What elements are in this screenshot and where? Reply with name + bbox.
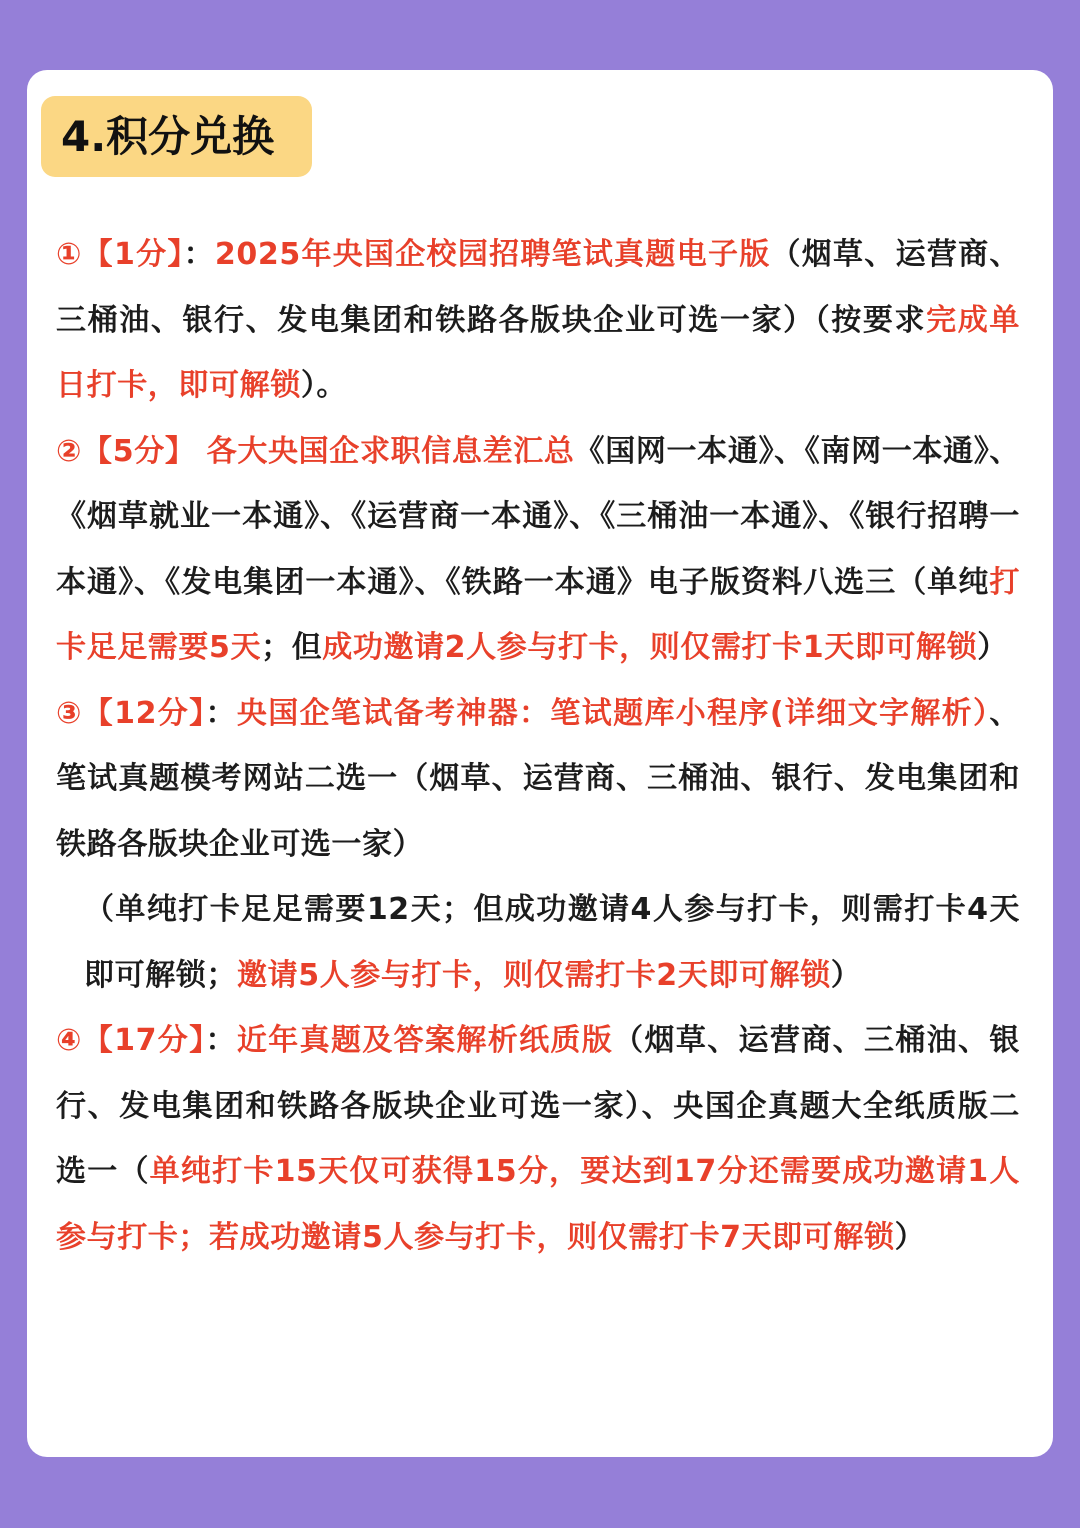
highlight-text: 近年真题及答案解析纸质版 [236,1023,614,1058]
body-text: ） [977,630,1008,665]
body-text: ；但 [261,630,323,665]
reward-item [56,1008,1020,1270]
highlight-text: ①【1分】 [56,237,184,272]
highlight-text: 2025年央国企校园招聘笔试真题电子版 [214,237,771,272]
body-text: ）。 [300,368,348,403]
body-text: ： [205,1023,237,1058]
body-text: ： [183,237,215,272]
body-text: 《国网一本通》、《南网一本通》、《烟草就业一本通》、《运营商一本通》、《三桶油一本通》、《银行招聘一本通》、《发电集团一本通》、《铁路一本通》电子版资料八选三（单纯 [56,433,1020,600]
highlight-text: 邀请5人参与打卡，则仅需打卡2天即可解锁 [237,957,831,993]
reward-item [56,419,1020,681]
body-text: （烟草、运营商、三桶油、银行、发电集团和铁路各版块企业可选一家）、央国企真题大全纸质版二选一（ [56,1023,1020,1189]
body-text: ） [830,957,862,993]
reward-item [56,681,1020,878]
highlight-text: 成功邀请2人参与打卡，则仅需打卡1天即可解锁 [322,630,978,665]
reward-item-note [56,877,1020,1008]
reward-item [56,222,1020,419]
highlight-text: 单纯打卡15天仅可获得15分，要达到17分还需要成功邀请1人参与打卡；若成功邀请5人参与打卡，则仅需打卡7天即可解锁 [56,1154,1020,1255]
body-text: ： [205,695,237,731]
highlight-text: 央国企笔试备考神器：笔试题库小程序(详细文字解析） [236,695,990,731]
highlight-text: ②【5分】 各大央国企求职信息差汇总 [56,433,575,469]
body-text: ） [894,1219,926,1255]
highlight-text: ④【17分】 [56,1023,206,1058]
highlight-text: ③【12分】 [56,695,206,731]
body-text: （烟草、运营商、三桶油、银行、发电集团和铁路各版块企业可选一家）（按要求 [56,237,1020,338]
body-text: （单纯打卡足足需要12天；但成功邀请4人参与打卡，则需打卡4天即可解锁； [84,892,1020,993]
body-text: 、笔试真题模考网站二选一（烟草、运营商、三桶油、银行、发电集团和铁路各版块企业可选一家） [56,695,1020,862]
section-title: 4.积分兑换 [41,96,312,177]
highlight-text: 打卡足足需要5天 [56,564,1020,665]
highlight-text: 完成单日打卡，即可解锁 [56,302,1020,403]
points-exchange-list [56,222,1020,1270]
